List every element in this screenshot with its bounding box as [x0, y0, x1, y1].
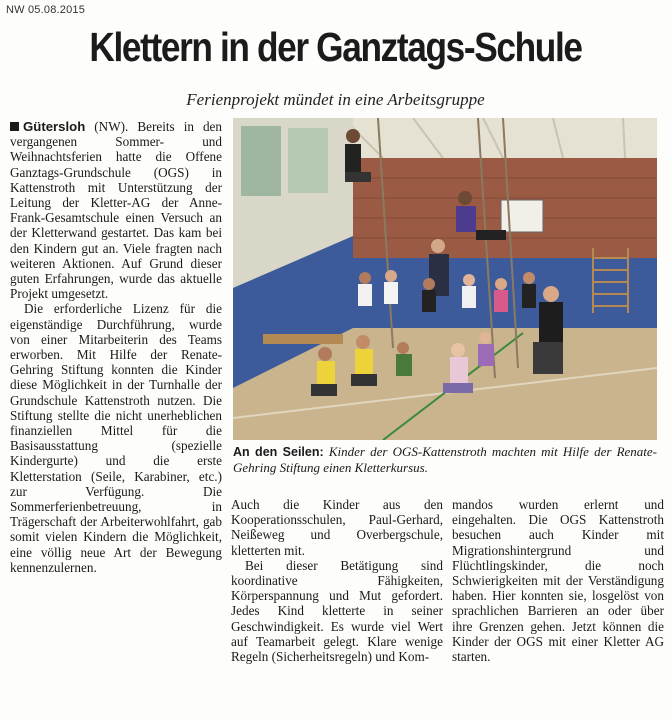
- caption-text: Kinder der OGS-Kattenstroth machten mit Hilfe der Renate-Gehring Stiftung einen Kletterkursus.: [233, 444, 658, 475]
- article-column-1: [10, 119, 222, 575]
- paragraph-1-text: (NW). Bereits in den vergangenen Sommer- und Weihnachtsferien hatte die Offene Ganztags-Grundschule (OGS) in Kattenstroth mit Unterstützung der Leitung der Kletter-AG der Anne-Frank-Gesamtschule einen Versuch an der Kletterwand gestartet. Das kam bei den Kindern gut an. Viele fragten nach weiteren Aktionen. Auf Grund dieser guten Erfahrungen, wurde das aktuelle Projekt umgesetzt.: [10, 119, 222, 302]
- paragraph-1: [10, 119, 222, 301]
- dateline: NW 05.08.2015: [6, 4, 86, 16]
- place-name: Gütersloh: [23, 119, 86, 134]
- paragraph-5: mandos wurden erlernt und eingehalten. Die OGS Kattenstroth besuchen auch Kinder mit Migrationshintergrund und Flüchtlingskinder, die noch Schwierigkeiten mit der Verständigung haben. Hier konnten sie, losgelöst von sprachlichen Barrieren an oder über ihre Grenzen gehen. Jetzt können die Kinder der OGS mit einer Kletter AG starten.: [452, 497, 664, 665]
- article-photo: [233, 118, 657, 440]
- paragraph-2: Die erforderliche Lizenz für die eigenständige Durchführung, wurde von einer Mitarbeiterin des Teams erworben. Mit Hilfe der Renate-Gehring Stiftung konnten die Kinder diese Möglichkeit in der Turnhalle der Grundschule Kattenstroth nutzen. Die Stiftung stellte die nicht unerheblichen finanziellen Mittel für die Basisausstattung (spezielle Kindergurte) und die erste Kletterstation (Seile, Karabiner, etc.) zur Verfügung. Die Sommerferienbetreuung, in Trägerschaft der Arbeiterwohlfahrt, gab somit vielen Kindern die Möglichkeit, eine völlig neue Art der Bewegung kennenzulernen.: [10, 301, 222, 575]
- subheadline: Ferienprojekt mündet in eine Arbeitsgruppe: [186, 90, 485, 109]
- photo-caption: [233, 444, 657, 476]
- paragraph-3: Auch die Kinder aus den Kooperationsschulen, Paul-Gerhard, Neißeweg und Overbergschule, kletterten mit.: [231, 497, 443, 558]
- gym-climbing-photo: [233, 118, 657, 440]
- article-column-3: [452, 497, 664, 664]
- bullet-square-icon: [10, 122, 19, 131]
- caption-lead: An den Seilen:: [233, 445, 324, 459]
- paragraph-4: Bei dieser Betätigung sind koordinative Fähigkeiten, Körperspannung und Mut gefordert. Jedes Kind kletterte in seiner Geschwindigkeit. Es wurde viel Wert auf Teamarbeit gelegt. Klare wenige Regeln (Sicherheitsregeln) und Kom-: [231, 557, 443, 665]
- article-column-2: [231, 497, 443, 664]
- headline: Klettern in der Ganztags-Schule: [89, 24, 582, 70]
